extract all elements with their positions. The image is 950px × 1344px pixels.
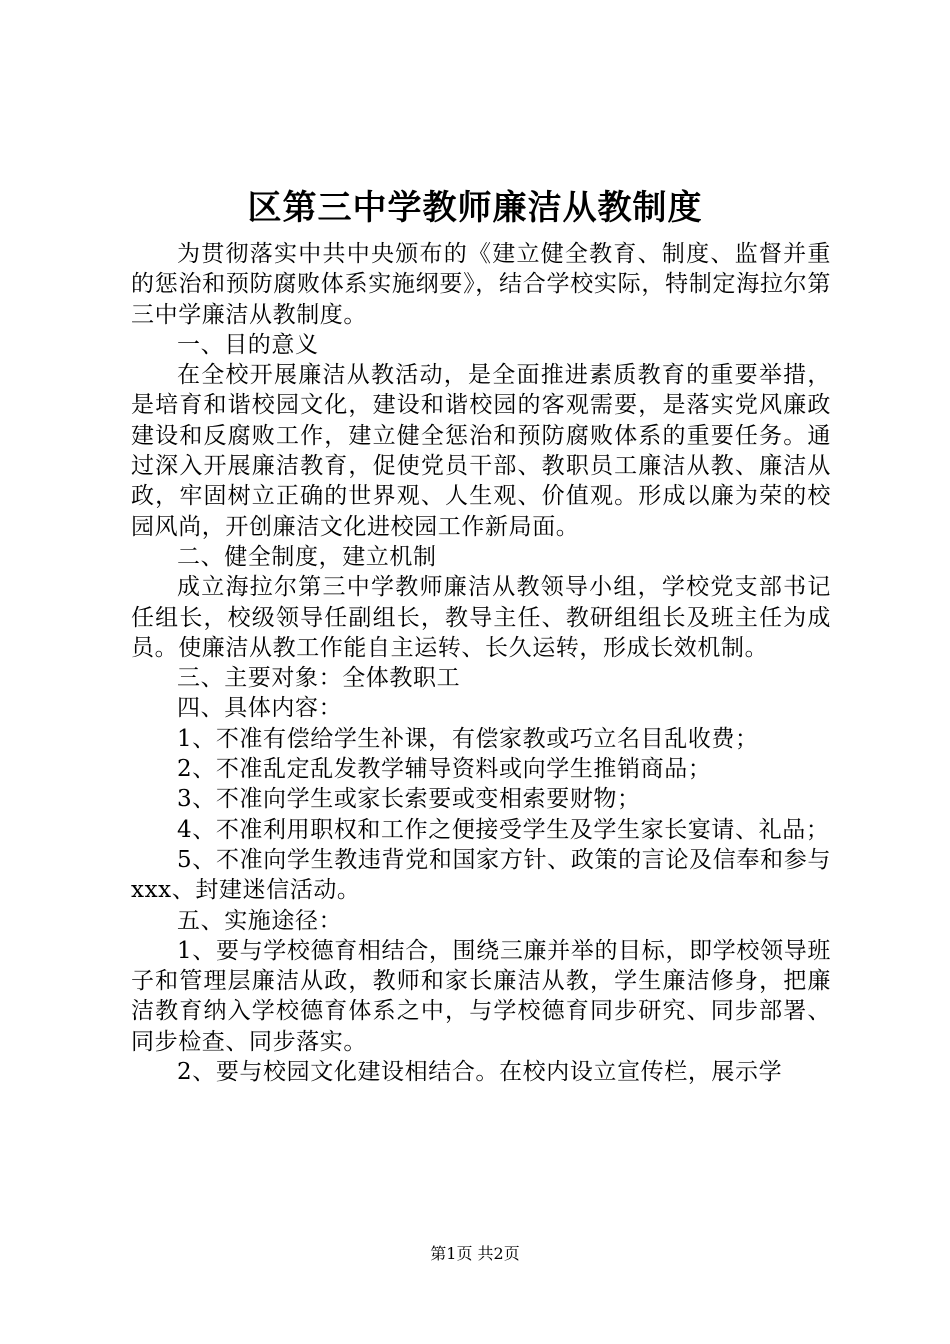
implementation-item-2: 2、要与校园文化建设相结合。在校内设立宣传栏，展示学 [177,1059,783,1086]
section-heading-target: 三、主要对象：全体教职工 [177,665,461,692]
document-title: 区第三中学教师廉洁从教制度 [247,188,703,228]
section-heading-purpose: 一、目的意义 [177,331,319,358]
mechanism-paragraph: 成立海拉尔第三中学教师廉洁从教领导小组，学校党支部书记任组长，校级领导任副组长，教导主任、教研组组长及班主任为成员。使廉洁从教工作能自主运转、长久运转，形成长效机制。 [131,574,831,661]
content-item-2: 2、不准乱定乱发教学辅导资料或向学生推销商品； [177,756,712,783]
content-item-5: 5、不准向学生教违背党和国家方针、政策的言论及信奉和参与xxx、封建迷信活动。 [131,846,831,904]
document-body [131,239,831,1087]
section-heading-implementation: 五、实施途径： [177,907,343,934]
implementation-item-1: 1、要与学校德育相结合，围绕三廉并举的目标，即学校领导班子和管理层廉洁从政，教师和家长廉洁从教，学生廉洁修身，把廉洁教育纳入学校德育体系之中，与学校德育同步研究、同步部署、同步检查、同步落实。 [131,937,831,1055]
content-item-3: 3、不准向学生或家长索要或变相索要财物； [177,786,641,813]
intro-paragraph: 为贯彻落实中共中央颁布的《建立健全教育、制度、监督并重的惩治和预防腐败体系实施纲要》，结合学校实际，特制定海拉尔第三中学廉洁从教制度。 [131,241,831,328]
page-number-footer: 第1页 共2页 [430,1244,520,1263]
purpose-paragraph: 在全校开展廉洁从教活动，是全面推进素质教育的重要举措，是培育和谐校园文化，建设和谐校园的客观需要，是落实党风廉政建设和反腐败工作，建立健全惩治和预防腐败体系的重要任务。通过深入开展廉洁教育，促使党员干部、教职员工廉洁从教、廉洁从政，牢固树立正确的世界观、人生观、价值观。形成以廉为荣的校园风尚，开创廉洁文化进校园工作新局面。 [131,362,831,540]
section-heading-mechanism: 二、健全制度，建立机制 [177,543,437,570]
content-item-4: 4、不准利用职权和工作之便接受学生及学生家长宴请、礼品； [177,816,830,843]
content-item-1: 1、不准有偿给学生补课，有偿家教或巧立名目乱收费； [177,725,759,752]
section-heading-content: 四、具体内容： [177,695,343,722]
